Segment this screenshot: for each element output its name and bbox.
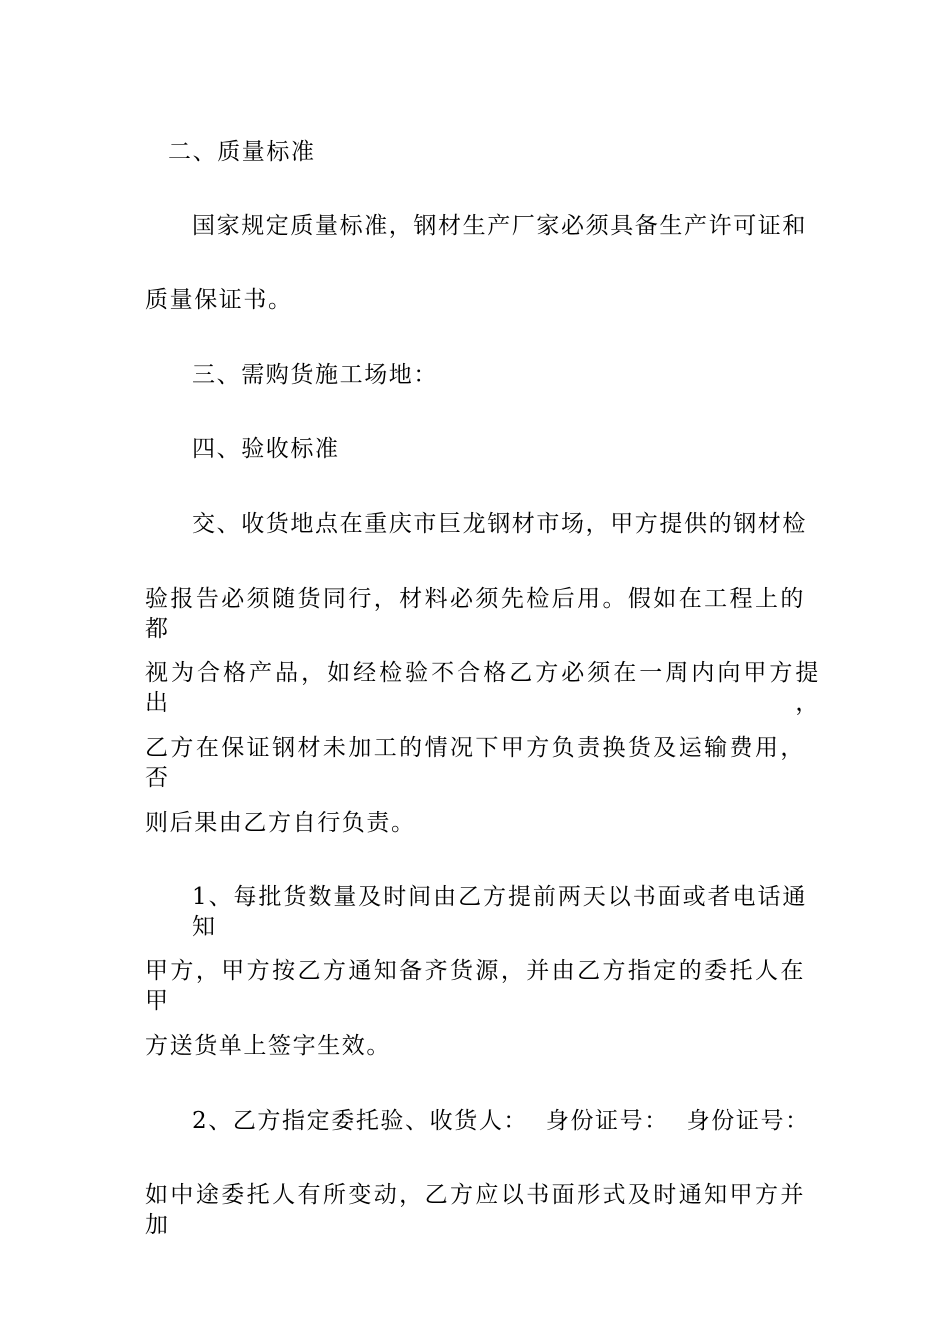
section-heading-construction-site: 三、需购货施工场地： <box>192 362 438 388</box>
paragraph-line: 质量保证书。 <box>145 287 293 313</box>
clause-1-line: 1、每批货数量及时间由乙方提前两天以书面或者电话通知 <box>192 884 807 940</box>
section-heading-quality-standard: 二、质量标准 <box>168 139 316 165</box>
paragraph-line: 国家规定质量标准，钢材生产厂家必须具备生产许可证和 <box>192 213 807 239</box>
paragraph-line: 交、收货地点在重庆市巨龙钢材市场，甲方提供的钢材检 <box>192 511 807 537</box>
clause-2-line: 如中途委托人有所变动，乙方应以书面形式及时通知甲方并加 <box>145 1182 805 1238</box>
clause-1-line: 甲方，甲方按乙方通知备齐货源，并由乙方指定的委托人在甲 <box>145 958 805 1014</box>
paragraph-line: 则后果由乙方自行负责。 <box>145 810 416 836</box>
section-heading-acceptance-standard: 四、验收标准 <box>192 436 340 462</box>
paragraph-line: 视为合格产品，如经检验不合格乙方必须在一周内向甲方提出， <box>145 660 820 716</box>
clause-1-line: 方送货单上签字生效。 <box>145 1033 391 1059</box>
clause-2-line: 2、乙方指定委托验、收货人： 身份证号： 身份证号： <box>192 1108 810 1134</box>
paragraph-line: 验报告必须随货同行，材料必须先检后用。假如在工程上的都 <box>145 586 805 642</box>
paragraph-line: 乙方在保证钢材未加工的情况下甲方负责换货及运输费用，否 <box>145 735 805 791</box>
